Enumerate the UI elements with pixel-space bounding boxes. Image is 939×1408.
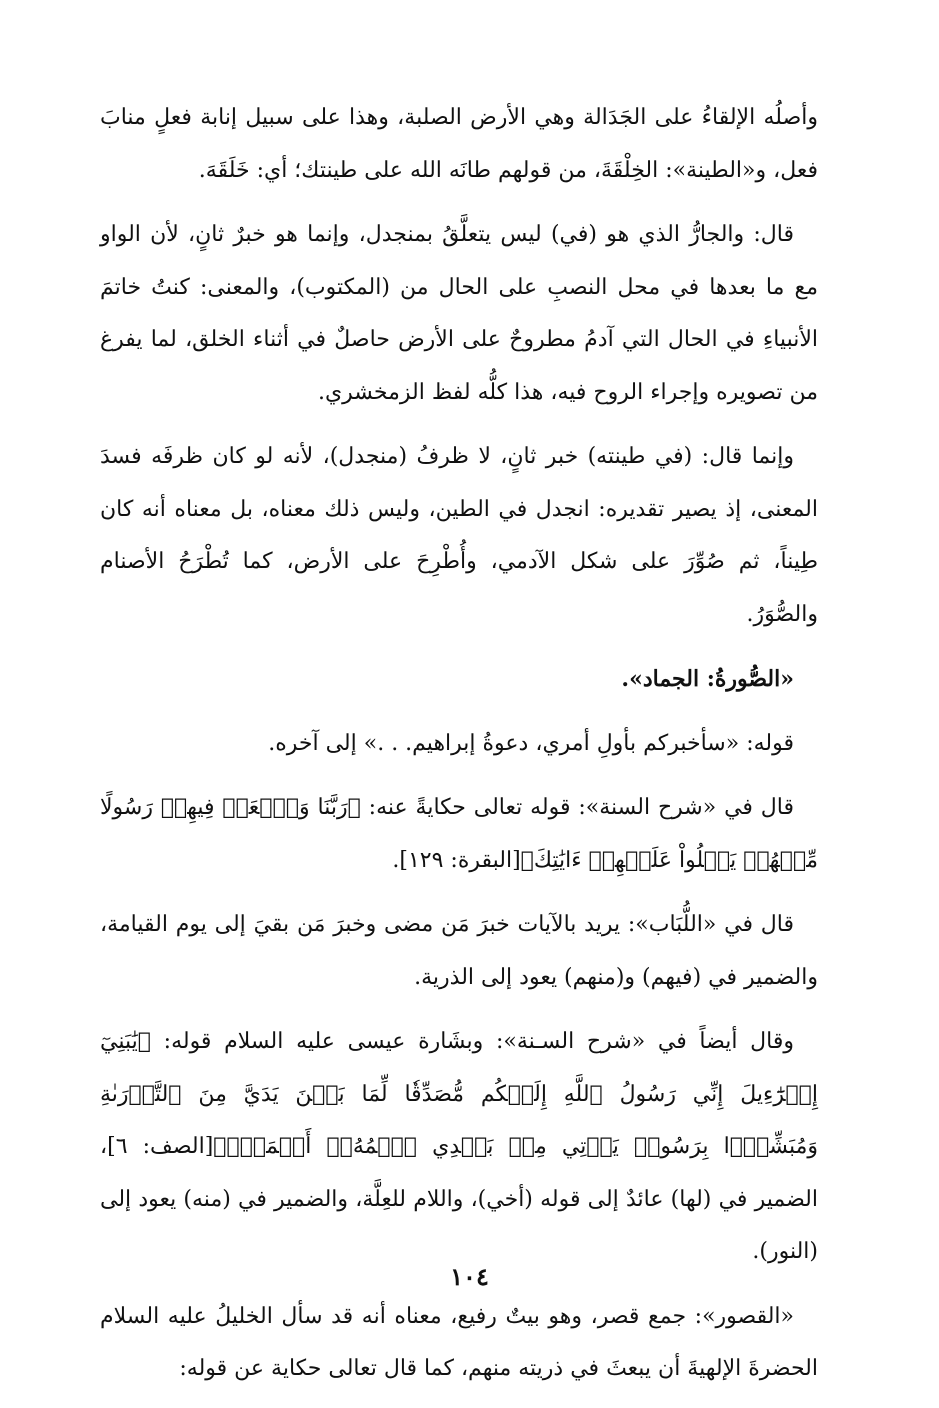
paragraph-fi-tinatih: وإنما قال: (في طينته) خبر ثانٍ، لا ظرفُ (منجدل)، لأنه لو كان ظرفَه فسدَ المعنى، إذ يصير تقديره: انجدل في الطين، وليس ذلك معناه، بل معناه أنه كان طِيناً، ثم صُوِّرَ على شكل الآدمي، وأُطْرِحَ على الأرض، كما تُطْرَحُ الأصنام والصُّوَرُ. bbox=[100, 444, 818, 627]
paragraph-sura: «الصُّورةُ: الجماد». bbox=[621, 666, 794, 692]
paragraph-qawluh: قوله: «سأخبركم بأولِ أمري، دعوةُ إبراهيم. . .» إلى آخره. bbox=[268, 730, 794, 756]
paragraph-bishara: وقال أيضاً في «شرح السـنة»: وبشَارة عيسى عليه السلام قوله: ﴿يَٰبَنِيٓ إِسۡرَٰٓءِيلَ إِنِّي رَسُولُ ٱللَّهِ إِلَيۡكُم مُّصَدِّقٗا لِّمَا بَيۡنَ يَدَيَّ مِنَ ٱلتَّوۡرَىٰةِ وَمُبَشِّرَۢا بِرَسُولٖ يَأۡتِي مِنۢ بَعۡدِي ٱسۡمُهُۥٓ أَحۡمَدُۖ﴾[الصف: ٦]، الضمير في (لها) عائدٌ إلى قوله (أخي)، واللام للعِلَّة، والضمير في (منه) يعود إلى (النور). bbox=[100, 1029, 818, 1264]
paragraph-qusur: «القصور»: جمع قصر، وهو بيتٌ رفيع، معناه أنه قد سأل الخليلُ عليه السلام الحضرةَ الإلهيةَ أن يبعثَ في ذريته منهم، كما قال تعالى حكاية عن قوله: bbox=[100, 1303, 818, 1381]
paragraph-jadala: وأصلُه الإلقاءُ على الجَدَالة وهي الأرض الصلبة، وهذا على سبيل إنابة فعلٍ منابَ فعل، و«الطينة»: الخِلْقَةَ، من قولهم طانَه الله على طينتك؛ أي: خَلَقَهَ. bbox=[100, 105, 818, 183]
paragraph-lubab: قال في «اللُّبَاب»: يريد بالآيات خبرَ مَن مضى وخبرَ مَن بقيَ إلى يوم القيامة، والضمير في (فيهم) و(منهم) يعود إلى الذرية. bbox=[100, 912, 818, 990]
paragraph-sharh-sunna: قال في «شرح السنة»: قوله تعالى حكايةً عنه: ﴿رَبَّنَا وَٱبۡعَثۡ فِيهِمۡ رَسُولًا مِّنۡهُمۡ يَتۡلُواْ عَلَيۡهِمۡ ءَايَٰتِكَ﴾[البقرة: ١٢٩]. bbox=[100, 795, 818, 873]
page-number: ١٠٤ bbox=[450, 1262, 489, 1291]
paragraph-jarr: قال: والجارُّ الذي هو (في) ليس يتعلَّقُ بمنجدل، وإنما هو خبرٌ ثانٍ، لأن الواو مع ما بعدها في محل النصبِ على الحال من (المكتوب)، والمعنى: كنتُ خاتمَ الأنبياءِ في الحال التي آدمُ مطروحٌ على الأرض حاصلٌ في أثناء الخلق، لما يفرغ من تصويره وإجراء الروح فيه، هذا كلُّه لفظ الزمخشري. bbox=[100, 222, 818, 405]
page-body bbox=[100, 92, 818, 1408]
